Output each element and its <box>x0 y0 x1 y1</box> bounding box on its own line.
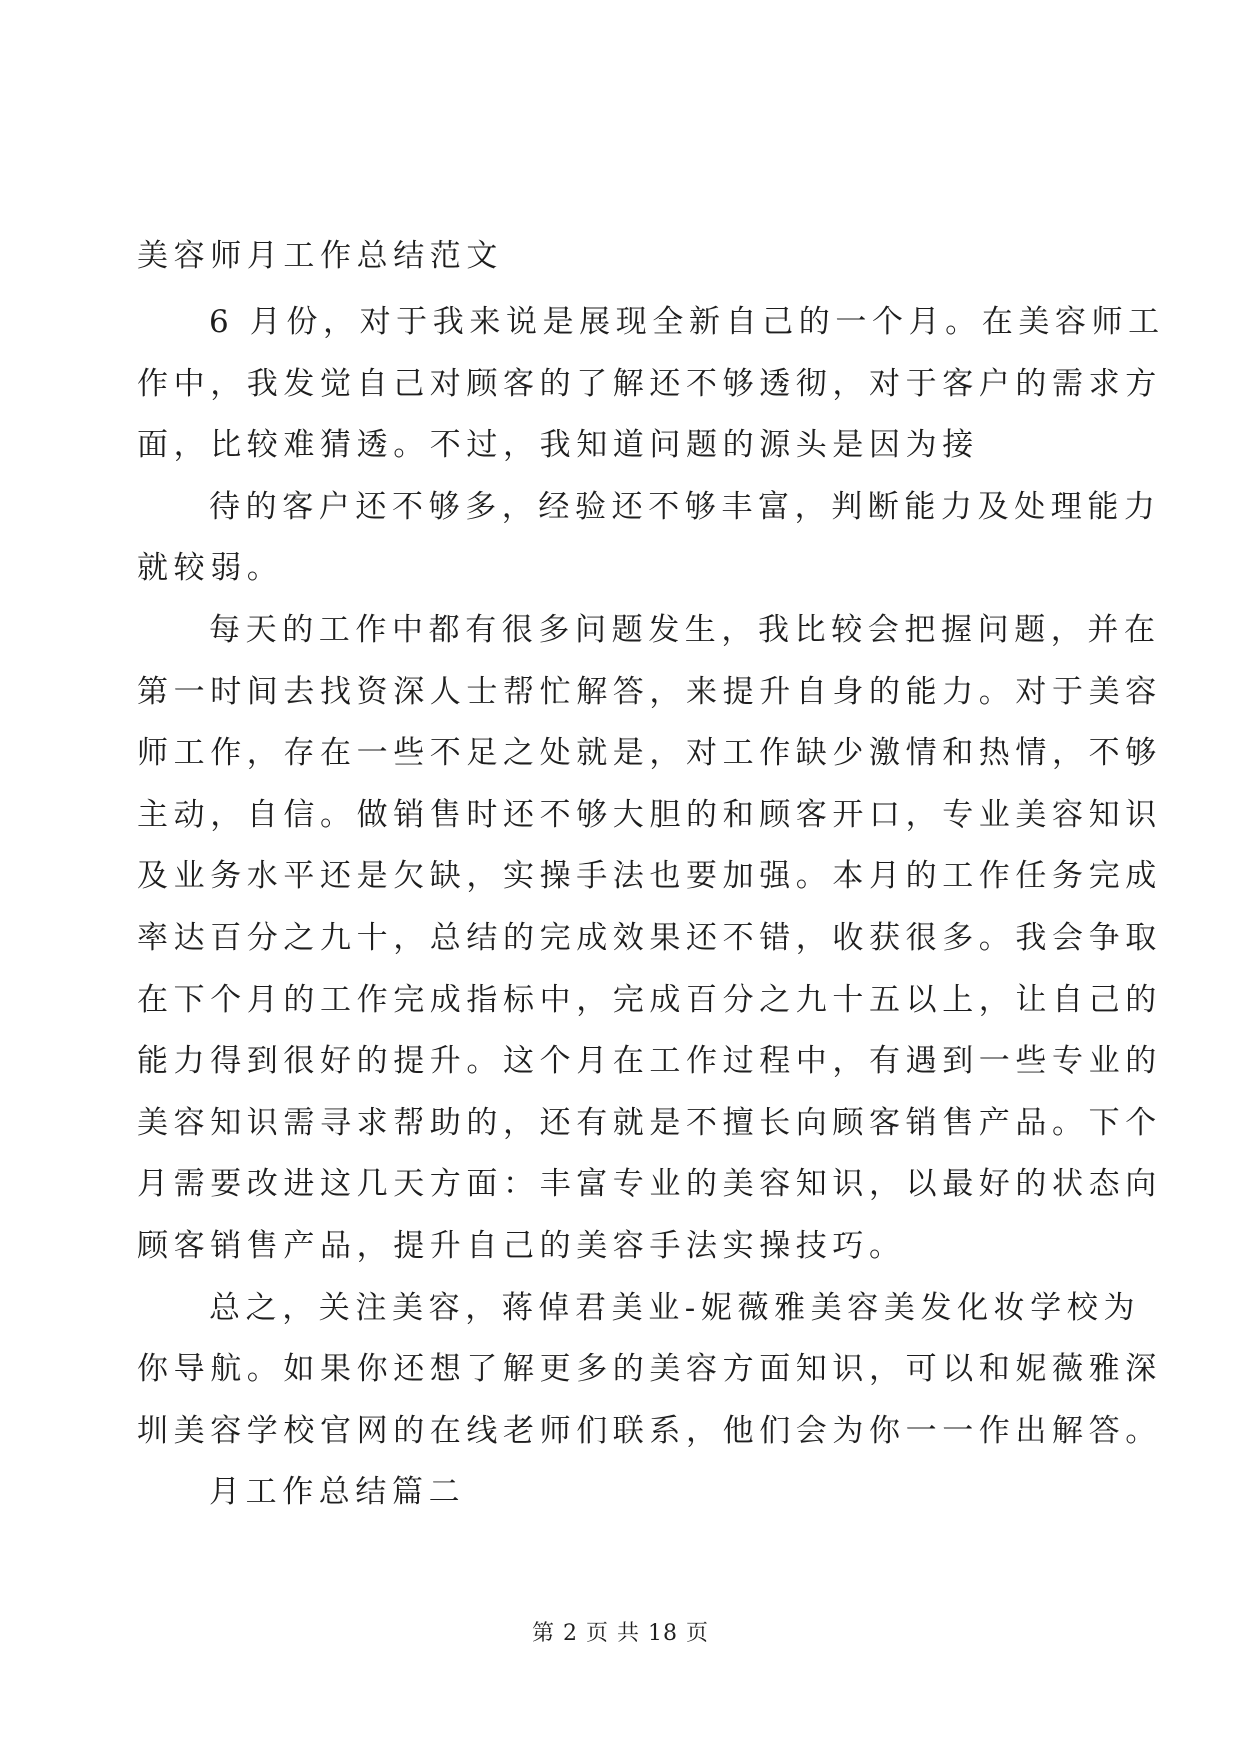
text-line: 圳美容学校官网的在线老师们联系，他们会为你一一作出解答。 <box>137 1412 1162 1449</box>
text-line: 待的客户还不够多，经验还不够丰富，判断能力及处理能力 <box>209 488 1161 525</box>
text-line: 率达百分之九十，总结的完成效果还不错，收获很多。我会争取 <box>137 919 1162 956</box>
page-footer: 第 2 页 共 18 页 <box>532 1621 709 1646</box>
paragraph-lines <box>137 292 1165 1524</box>
text-line: 月工作总结篇二 <box>209 1474 466 1511</box>
text-line: 就较弱。 <box>137 550 284 587</box>
text-line: 主动，自信。做销售时还不够大胆的和顾客开口，专业美容知识 <box>137 796 1162 833</box>
text-line: 在下个月的工作完成指标中，完成百分之九十五以上，让自己的 <box>137 981 1162 1018</box>
text-line: 你导航。如果你还想了解更多的美容方面知识，可以和妮薇雅深 <box>137 1351 1162 1388</box>
text-line: 面，比较难猜透。不过，我知道问题的源头是因为接 <box>137 427 979 464</box>
document-body <box>137 226 1165 1524</box>
text-line: 师工作，存在一些不足之处就是，对工作缺少激情和热情，不够 <box>137 735 1162 772</box>
text-line: 美容知识需寻求帮助的，还有就是不擅长向顾客销售产品。下个 <box>137 1104 1162 1141</box>
text-line: 总之，关注美容，蒋倬君美业-妮薇雅美容美发化妆学校为 <box>209 1289 1141 1326</box>
text-line: 6 月份，对于我来说是展现全新自己的一个月。在美容师工 <box>209 304 1165 340</box>
document-title: 美容师月工作总结范文 <box>137 238 503 274</box>
text-line: 顾客销售产品，提升自己的美容手法实操技巧。 <box>137 1227 906 1264</box>
text-line: 能力得到很好的提升。这个月在工作过程中，有遇到一些专业的 <box>137 1043 1162 1080</box>
text-line: 第一时间去找资深人士帮忙解答，来提升自身的能力。对于美容 <box>137 673 1162 710</box>
text-line: 月需要改进这几天方面：丰富专业的美容知识，以最好的状态向 <box>137 1166 1162 1203</box>
text-line: 及业务水平还是欠缺，实操手法也要加强。本月的工作任务完成 <box>137 858 1162 895</box>
text-line: 作中，我发觉自己对顾客的了解还不够透彻，对于客户的需求方 <box>137 365 1162 402</box>
text-line: 每天的工作中都有很多问题发生，我比较会把握问题，并在 <box>209 611 1161 648</box>
